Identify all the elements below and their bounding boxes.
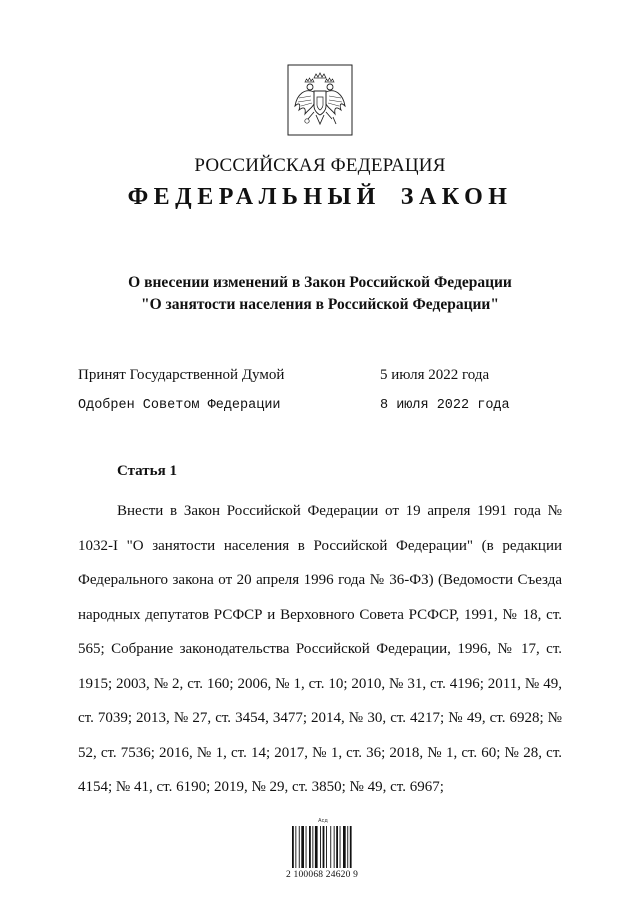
article-heading: Статья 1: [117, 463, 177, 479]
article-paragraph: Внести в Закон Российской Федерации от 19 апреля 1991 года № 1032-I "О занятости населения в Российской Федерации" (в редакции Федерального закона от 20 апреля 1996 года № 36-ФЗ) (Ведомости Съезда народных депутатов РСФСР и Верховного Совета РСФСР, 1991, № 18, ст. 565; Собрание законодательства Российской Федерации, 1996, № 17, ст. 1915; 2003, № 2, ст. 160; 2006, № 1, ст. 10; 2010, № 31, ст. 4196; 2011, № 49, ст. 7039; 2013, № 27, ст. 3454, 3477; 2014, № 30, ст. 4217; № 49, ст. 6928; № 52, ст. 7536; 2016, № 1, ст. 14; 2017, № 1, ст. 36; 2018, № 1, ст. 60; № 28, ст. 4154; № 41, ст. 6190; 2019, № 29, ст. 3850; № 49, ст. 6967;: [78, 503, 562, 795]
law-title-line-1: О внесении изменений в Закон Российской Федерации: [128, 274, 512, 291]
barcode-icon: [292, 826, 354, 868]
barcode-caption: Асд: [318, 818, 328, 824]
barcode-block: [286, 818, 360, 882]
document-type-word-1: ФЕДЕРАЛЬНЫЙ: [127, 184, 381, 210]
coat-of-arms-emblem: [287, 64, 353, 136]
duma-adoption-date: 5 июля 2022 года: [380, 367, 490, 383]
country-name: РОССИЙСКАЯ ФЕДЕРАЦИЯ: [194, 155, 446, 176]
council-approval-label: Одобрен Советом Федерации: [78, 398, 281, 413]
duma-adoption-label: Принят Государственной Думой: [78, 367, 285, 383]
law-title: [0, 272, 640, 316]
document-type: [0, 184, 640, 211]
barcode-number: 2 100068 24620 9: [286, 870, 359, 880]
law-title-line-2: "О занятости населения в Российской Федерации": [141, 296, 499, 313]
document-type-word-2: ЗАКОН: [400, 184, 513, 210]
council-approval-date: 8 июля 2022 года: [380, 398, 510, 413]
